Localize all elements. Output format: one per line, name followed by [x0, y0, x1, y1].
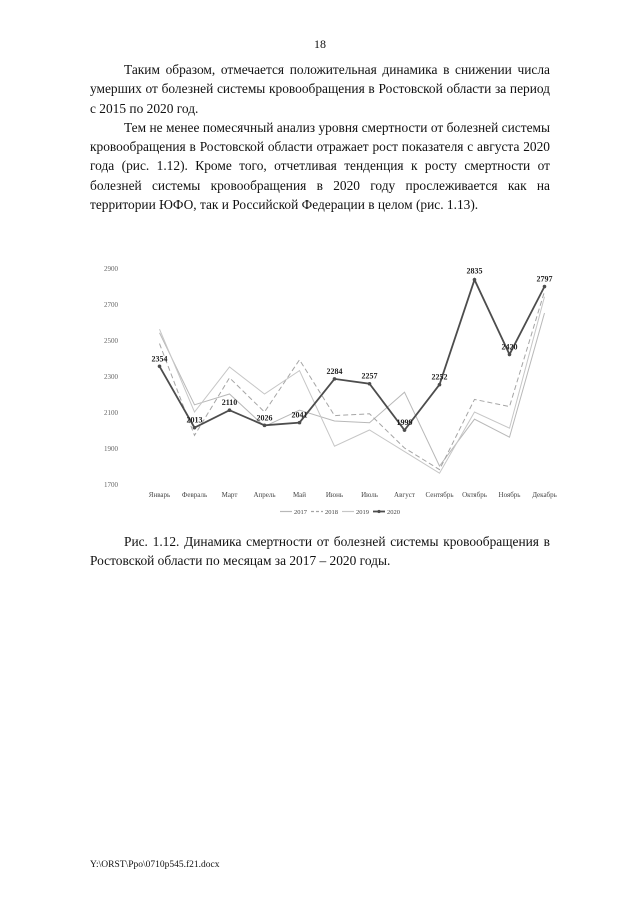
page-number: 18	[314, 37, 326, 51]
series-point-2020	[333, 377, 337, 381]
x-tick-label: Октябрь	[462, 491, 487, 499]
x-tick-label: Февраль	[181, 491, 208, 499]
series-point-2020	[158, 364, 162, 368]
legend-label: 2018	[325, 509, 338, 516]
legend-label: 2017	[294, 509, 307, 516]
y-tick-label: 2100	[104, 409, 118, 417]
body-text	[90, 60, 550, 214]
y-tick-label: 2500	[104, 337, 118, 345]
series-point-2020	[508, 353, 512, 357]
y-tick-label: 2700	[104, 301, 118, 309]
y-tick-label: 1900	[104, 445, 118, 453]
data-label-2020: 2797	[536, 274, 553, 284]
series-point-2020	[403, 428, 407, 432]
data-label-2020: 2041	[291, 410, 308, 420]
series-point-2020	[473, 278, 477, 282]
paragraph-2: Тем не менее помесячный анализ уровня смертности от болезней системы кровообращения в Ростовской области отражает рост показателя с августа 2020 года (рис. 1.12). Кроме того, отчетливая тенденция к росту смертности от болезней системы кровообращения в 2020 году прослеживается как на территории ЮФО, так и Российской Федерации в целом (рис. 1.13).	[90, 119, 550, 213]
footer-file-path: Y:\ORST\Ppo\0710p545.f21.docx	[90, 860, 220, 870]
series-line-2020	[160, 280, 545, 431]
x-tick-label: Апрель	[253, 491, 276, 499]
data-label-2020: 2354	[151, 354, 168, 364]
x-tick-label: Март	[221, 491, 238, 499]
chart-svg	[100, 255, 570, 520]
x-tick-label: Январь	[148, 491, 171, 499]
series-point-2020	[228, 408, 232, 412]
data-label-2020: 2284	[326, 366, 343, 376]
legend-label: 2020	[387, 509, 400, 516]
series-point-2020	[543, 285, 547, 289]
data-label-2020: 2257	[361, 371, 378, 381]
x-tick-label: Ноябрь	[498, 491, 521, 499]
y-tick-label: 1700	[104, 481, 118, 489]
y-tick-label: 2900	[104, 265, 118, 273]
mortality-chart	[100, 255, 570, 520]
series-point-2020	[438, 383, 442, 387]
data-label-2020: 2420	[501, 342, 518, 352]
figure-caption	[90, 532, 550, 571]
series-point-2020	[263, 424, 267, 428]
data-label-2020: 2835	[466, 266, 483, 276]
data-label-2020: 2252	[431, 372, 448, 382]
data-label-2020: 2110	[221, 398, 238, 408]
legend-label: 2019	[356, 509, 369, 516]
series-point-2020	[368, 382, 372, 386]
series-line-2019	[160, 297, 545, 473]
x-tick-label: Август	[394, 491, 415, 499]
series-line-2017	[160, 313, 545, 466]
data-label-2020: 1999	[396, 418, 413, 428]
legend-marker-2020	[377, 510, 380, 513]
caption-text: Рис. 1.12. Динамика смертности от болезней системы кровообращения в Ростовской области по месяцам за 2017 – 2020 годы.	[90, 534, 550, 569]
x-tick-label: Июль	[361, 491, 378, 499]
x-tick-label: Сентябрь	[425, 491, 454, 499]
y-tick-label: 2300	[104, 373, 118, 381]
x-tick-label: Декабрь	[532, 491, 557, 499]
data-label-2020: 2026	[256, 413, 273, 423]
series-point-2020	[298, 421, 302, 425]
series-point-2020	[193, 426, 197, 430]
paragraph-1: Таким образом, отмечается положительная динамика в снижении числа умерших от болезней системы кровообращения в Ростовской области за период с 2015 по 2020 год.	[90, 62, 550, 116]
x-tick-label: Май	[292, 491, 307, 499]
data-label-2020: 2013	[186, 415, 203, 425]
x-tick-label: Июнь	[325, 491, 344, 499]
